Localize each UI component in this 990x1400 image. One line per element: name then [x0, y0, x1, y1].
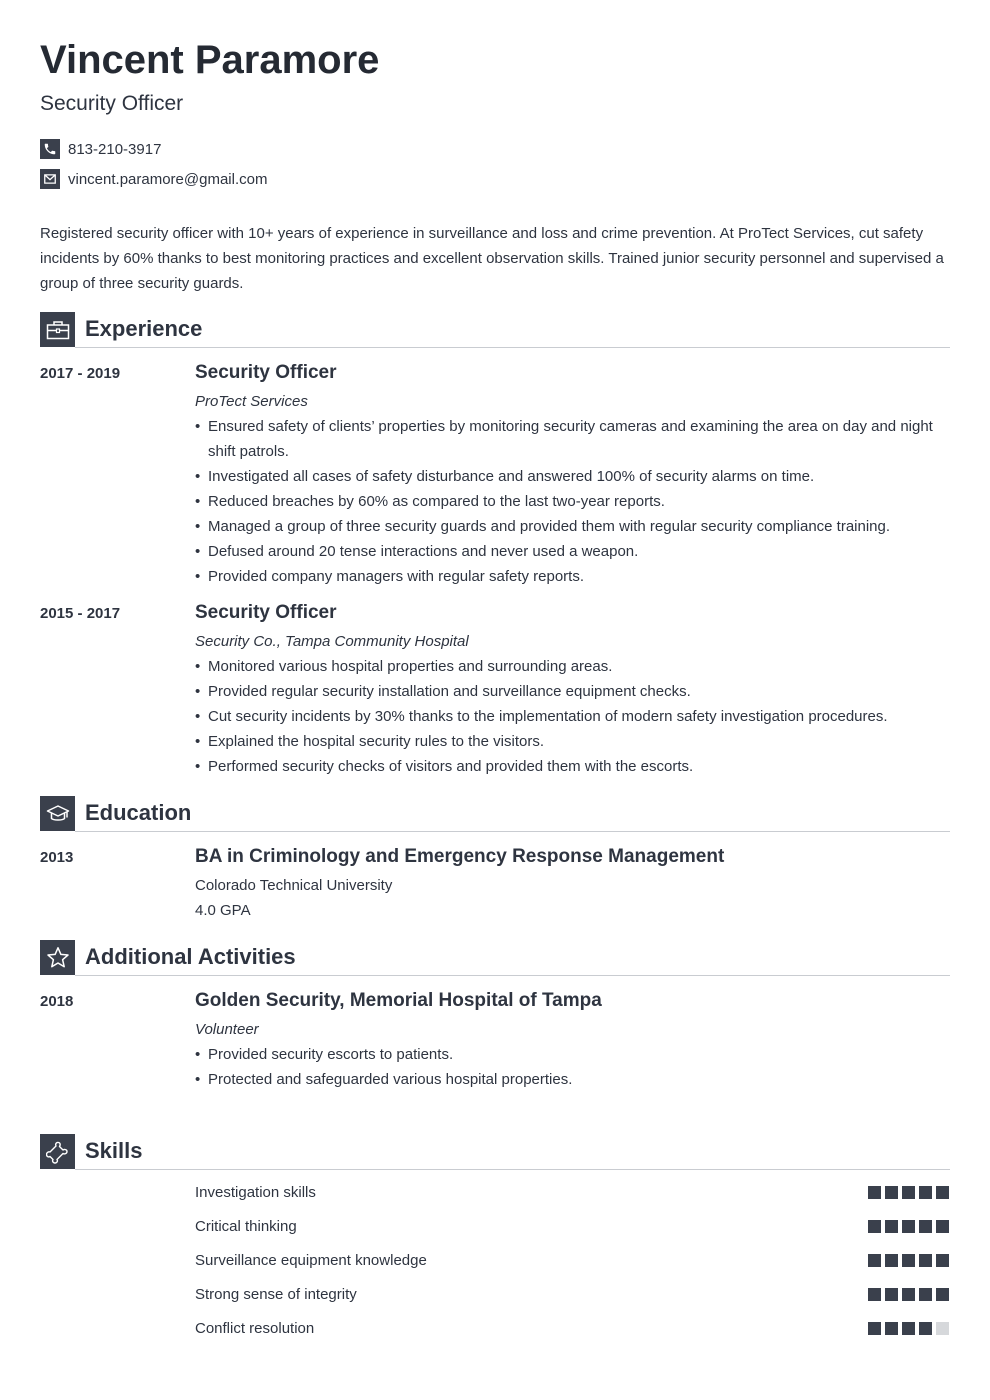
- job-dates: 2015 - 2017: [40, 605, 121, 622]
- activities-section-header: [40, 940, 950, 976]
- email-icon: [40, 169, 60, 189]
- skill-row: [195, 1251, 950, 1271]
- skill-dot-filled: [885, 1322, 898, 1335]
- skill-row: [195, 1183, 950, 1203]
- skill-level-meter: [868, 1220, 949, 1233]
- candidate-title: Security Officer: [40, 92, 184, 115]
- skill-dot-filled: [885, 1186, 898, 1199]
- profile-summary: Registered security officer with 10+ years of experience in surveillance and loss and crime prevention. At ProTect Services, cut safety incidents by 60% thanks to best monitoring practices and excellent observation skills. Trained junior security personnel and supervised a group of three security guards.: [40, 225, 944, 292]
- education-entry: [195, 844, 950, 923]
- skill-name: Investigation skills: [195, 1184, 316, 1201]
- contact-email: [40, 169, 267, 189]
- activity-role: Volunteer: [195, 1021, 259, 1038]
- bullet-item: • Defused around 20 tense interactions and never used a weapon.: [195, 539, 950, 564]
- candidate-name: Vincent Paramore: [40, 38, 380, 82]
- phone-icon: [40, 139, 60, 159]
- activities-heading: Additional Activities: [85, 944, 296, 969]
- skill-dot-filled: [868, 1322, 881, 1335]
- skill-dot-filled: [902, 1288, 915, 1301]
- section-divider: [75, 347, 950, 348]
- skills-heading: Skills: [85, 1138, 143, 1163]
- skill-dot-filled: [936, 1220, 949, 1233]
- bullet-item: • Cut security incidents by 30% thanks to the implementation of modern safety investigation procedures.: [195, 704, 950, 729]
- bullet-item: • Monitored various hospital properties and surrounding areas.: [195, 654, 950, 679]
- skill-dot-filled: [868, 1254, 881, 1267]
- activity-year: 2018: [40, 993, 74, 1010]
- education-year: 2013: [40, 849, 74, 866]
- bullet-item: • Performed security checks of visitors and provided them with the escorts.: [195, 754, 950, 779]
- skill-dot-filled: [885, 1288, 898, 1301]
- activity-entry: [195, 988, 950, 1092]
- star-icon: [40, 940, 75, 975]
- bullet-item: • Provided security escorts to patients.: [195, 1042, 950, 1067]
- contact-phone: [40, 139, 161, 159]
- bullet-item: • Ensured safety of clients’ properties by monitoring security cameras and examining the area on day and night shift patrols.: [195, 414, 950, 464]
- bullet-item: • Investigated all cases of safety disturbance and answered 100% of security alarms on time.: [195, 464, 950, 489]
- skill-dot-filled: [868, 1288, 881, 1301]
- phone-number: 813-210-3917: [68, 140, 162, 158]
- skill-dot-filled: [885, 1254, 898, 1267]
- school-name: Colorado Technical University: [195, 877, 393, 894]
- skill-level-meter: [868, 1288, 949, 1301]
- email-address[interactable]: vincent.paramore@gmail.com: [68, 170, 268, 188]
- degree-title: BA in Criminology and Emergency Response Management: [195, 846, 725, 867]
- section-divider: [75, 831, 950, 832]
- skill-name: Strong sense of integrity: [195, 1286, 357, 1303]
- bullet-item: • Provided company managers with regular safety reports.: [195, 564, 950, 589]
- skills-section-header: [40, 1134, 950, 1170]
- education-section-header: [40, 796, 950, 832]
- skill-dot-filled: [919, 1220, 932, 1233]
- activity-title: Golden Security, Memorial Hospital of Tampa: [195, 990, 602, 1011]
- skill-level-meter: [868, 1186, 949, 1199]
- skill-dot-filled: [936, 1254, 949, 1267]
- skill-dot-filled: [868, 1186, 881, 1199]
- skill-row: [195, 1319, 950, 1339]
- skill-dot-filled: [902, 1322, 915, 1335]
- skill-dot-filled: [868, 1220, 881, 1233]
- skill-dot-filled: [919, 1288, 932, 1301]
- puzzle-icon: [40, 1134, 75, 1169]
- job-entry: [195, 600, 950, 779]
- section-divider: [75, 975, 950, 976]
- skill-name: Conflict resolution: [195, 1320, 315, 1337]
- skill-dot-filled: [885, 1220, 898, 1233]
- graduation-cap-icon: [40, 796, 75, 831]
- job-bullets: [195, 654, 950, 779]
- skill-name: Surveillance equipment knowledge: [195, 1252, 427, 1269]
- gpa: 4.0 GPA: [195, 902, 251, 919]
- bullet-item: • Provided regular security installation and surveillance equipment checks.: [195, 679, 950, 704]
- skill-dot-filled: [936, 1186, 949, 1199]
- skill-dot-filled: [902, 1254, 915, 1267]
- skill-dot-filled: [936, 1288, 949, 1301]
- experience-heading: Experience: [85, 316, 203, 341]
- skill-level-meter: [868, 1254, 949, 1267]
- job-dates: 2017 - 2019: [40, 365, 121, 382]
- job-bullets: [195, 414, 950, 589]
- section-divider: [75, 1169, 950, 1170]
- skill-dot-filled: [902, 1220, 915, 1233]
- job-company: Security Co., Tampa Community Hospital: [195, 633, 469, 650]
- skill-dot-filled: [919, 1254, 932, 1267]
- experience-section-header: [40, 312, 950, 348]
- skill-dot-empty: [936, 1322, 949, 1335]
- skill-row: [195, 1285, 950, 1305]
- bullet-item: • Explained the hospital security rules to the visitors.: [195, 729, 950, 754]
- bullet-item: • Managed a group of three security guards and provided them with regular security compliance training.: [195, 514, 950, 539]
- skill-dot-filled: [919, 1186, 932, 1199]
- job-title: Security Officer: [195, 362, 337, 383]
- activity-bullets: [195, 1042, 950, 1092]
- job-entry: [195, 360, 950, 589]
- skill-row: [195, 1217, 950, 1237]
- job-company: ProTect Services: [195, 393, 308, 410]
- job-title: Security Officer: [195, 602, 337, 623]
- bullet-item: • Protected and safeguarded various hospital properties.: [195, 1067, 950, 1092]
- skill-dot-filled: [919, 1322, 932, 1335]
- briefcase-icon: [40, 312, 75, 347]
- skill-dot-filled: [902, 1186, 915, 1199]
- skill-name: Critical thinking: [195, 1218, 297, 1235]
- skill-level-meter: [868, 1322, 949, 1335]
- education-heading: Education: [85, 800, 192, 825]
- bullet-item: • Reduced breaches by 60% as compared to the last two-year reports.: [195, 489, 950, 514]
